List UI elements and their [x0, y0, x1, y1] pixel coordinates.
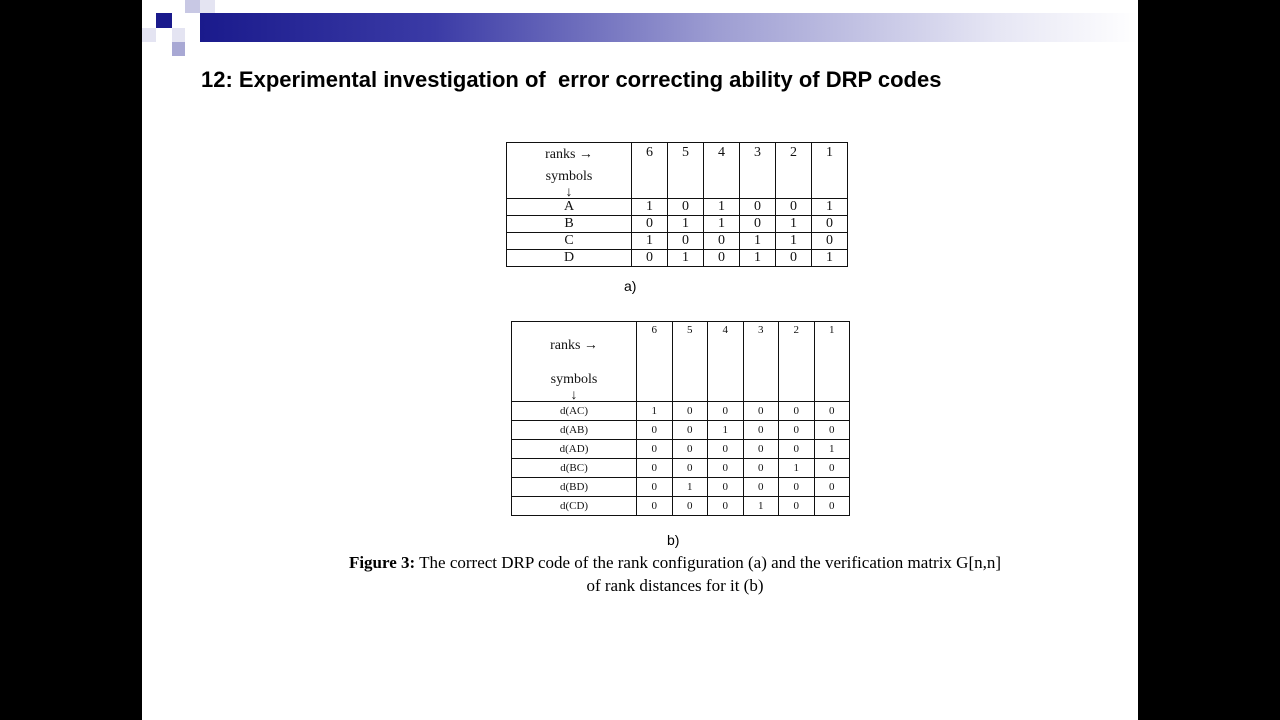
- row-label: d(AB): [512, 421, 637, 440]
- deco-square: [200, 0, 215, 13]
- table-cell: 1: [740, 250, 776, 267]
- table-cell: 0: [708, 497, 744, 516]
- deco-square: [185, 0, 200, 13]
- header-row: [507, 143, 848, 199]
- table-row: [507, 199, 848, 216]
- table-row: [512, 440, 850, 459]
- slide: [142, 0, 1138, 720]
- header-label-top: ranks →: [550, 338, 598, 353]
- table-cell: 0: [637, 459, 673, 478]
- table-cell: 0: [743, 402, 779, 421]
- rank-column-header: 1: [814, 322, 850, 402]
- rank-column-header: 2: [776, 143, 812, 199]
- rank-column-header: 3: [743, 322, 779, 402]
- rank-column-header: 4: [704, 143, 740, 199]
- table-cell: 0: [814, 421, 850, 440]
- table-cell: 0: [704, 233, 740, 250]
- caption-line-1: The correct DRP code of the rank configuration (a) and the verification matrix G[n,n]: [415, 553, 1002, 572]
- table-cell: 0: [776, 199, 812, 216]
- table-cell: 0: [812, 216, 848, 233]
- table-cell: 0: [637, 421, 673, 440]
- row-label: d(AC): [512, 402, 637, 421]
- rank-configuration-table: [506, 142, 848, 267]
- deco-square: [172, 28, 185, 42]
- header-label-mid: symbols: [550, 372, 598, 387]
- rank-column-header: 5: [672, 322, 708, 402]
- row-label: d(BD): [512, 478, 637, 497]
- row-label: d(CD): [512, 497, 637, 516]
- table-cell: 0: [814, 478, 850, 497]
- table-cell: 1: [776, 233, 812, 250]
- deco-square: [142, 28, 156, 42]
- table-cell: 1: [812, 199, 848, 216]
- table-cell: 0: [708, 440, 744, 459]
- table-cell: 0: [743, 478, 779, 497]
- table-cell: 0: [743, 421, 779, 440]
- rank-column-header: 3: [740, 143, 776, 199]
- rank-column-header: 4: [708, 322, 744, 402]
- deco-square: [172, 42, 185, 56]
- deco-square: [156, 28, 172, 42]
- table-cell: 1: [812, 250, 848, 267]
- caption-line-2: of rank distances for it (b): [586, 576, 764, 595]
- table-cell: 0: [776, 250, 812, 267]
- table-row: [507, 233, 848, 250]
- table-cell: 0: [668, 199, 704, 216]
- table-row: [512, 421, 850, 440]
- table-cell: 1: [672, 478, 708, 497]
- header-label-cell: [512, 322, 637, 402]
- table-row: [512, 402, 850, 421]
- header-gradient-bar: [200, 13, 1138, 42]
- header-row: [512, 322, 850, 402]
- row-label: d(AD): [512, 440, 637, 459]
- table-cell: 0: [632, 216, 668, 233]
- table-cell: 0: [812, 233, 848, 250]
- table-row: [512, 459, 850, 478]
- row-label: d(BC): [512, 459, 637, 478]
- table-cell: 0: [740, 216, 776, 233]
- table-row: [507, 250, 848, 267]
- table-cell: 1: [779, 459, 815, 478]
- table-cell: 0: [637, 497, 673, 516]
- row-label: C: [507, 233, 632, 250]
- figure-caption: [302, 551, 1048, 597]
- table-cell: 0: [637, 478, 673, 497]
- rank-column-header: 1: [812, 143, 848, 199]
- table-cell: 0: [743, 459, 779, 478]
- table-cell: 1: [668, 250, 704, 267]
- table-cell: 1: [637, 402, 673, 421]
- table-cell: 0: [779, 421, 815, 440]
- header-label-arrow: ↓: [565, 185, 573, 200]
- rank-column-header: 5: [668, 143, 704, 199]
- caption-label: Figure 3:: [348, 553, 416, 572]
- table-cell: 1: [776, 216, 812, 233]
- table-cell: 0: [708, 459, 744, 478]
- table-cell: 1: [740, 233, 776, 250]
- table-cell: 0: [632, 250, 668, 267]
- sublabel-b: b): [667, 532, 680, 548]
- rank-column-header: 2: [779, 322, 815, 402]
- table-cell: 0: [672, 497, 708, 516]
- table-cell: 0: [814, 402, 850, 421]
- table-cell: 1: [708, 421, 744, 440]
- header-label-top: ranks →: [545, 147, 593, 162]
- table-cell: 1: [632, 199, 668, 216]
- table-cell: 0: [672, 421, 708, 440]
- table-cell: 0: [779, 497, 815, 516]
- sublabel-a: a): [624, 278, 637, 294]
- table-cell: 0: [704, 250, 740, 267]
- slide-title: 12: Experimental investigation of error correcting ability of DRP codes: [201, 67, 942, 92]
- table-cell: 0: [672, 440, 708, 459]
- table-cell: 1: [704, 216, 740, 233]
- table-cell: 1: [668, 216, 704, 233]
- table-row: [512, 478, 850, 497]
- table-cell: 0: [814, 459, 850, 478]
- table-cell: 0: [740, 199, 776, 216]
- table-cell: 0: [779, 402, 815, 421]
- header-label-arrow: ↓: [570, 388, 578, 403]
- table-cell: 0: [779, 478, 815, 497]
- table-cell: 1: [632, 233, 668, 250]
- row-label: D: [507, 250, 632, 267]
- table-cell: 0: [708, 402, 744, 421]
- table-cell: 0: [637, 440, 673, 459]
- table-cell: 0: [743, 440, 779, 459]
- table-cell: 1: [743, 497, 779, 516]
- rank-column-header: 6: [637, 322, 673, 402]
- rank-distance-matrix-table: [511, 321, 850, 516]
- row-label: B: [507, 216, 632, 233]
- table-row: [512, 497, 850, 516]
- table-cell: 0: [708, 478, 744, 497]
- table-cell: 1: [814, 440, 850, 459]
- table-cell: 0: [672, 402, 708, 421]
- table-row: [507, 216, 848, 233]
- table-cell: 0: [779, 440, 815, 459]
- header-label-cell: [507, 143, 632, 199]
- table-cell: 0: [668, 233, 704, 250]
- table-cell: 0: [814, 497, 850, 516]
- rank-column-header: 6: [632, 143, 668, 199]
- header-label-mid: symbols: [545, 169, 593, 184]
- table-cell: 0: [672, 459, 708, 478]
- table-cell: 1: [704, 199, 740, 216]
- row-label: A: [507, 199, 632, 216]
- deco-square: [156, 13, 172, 28]
